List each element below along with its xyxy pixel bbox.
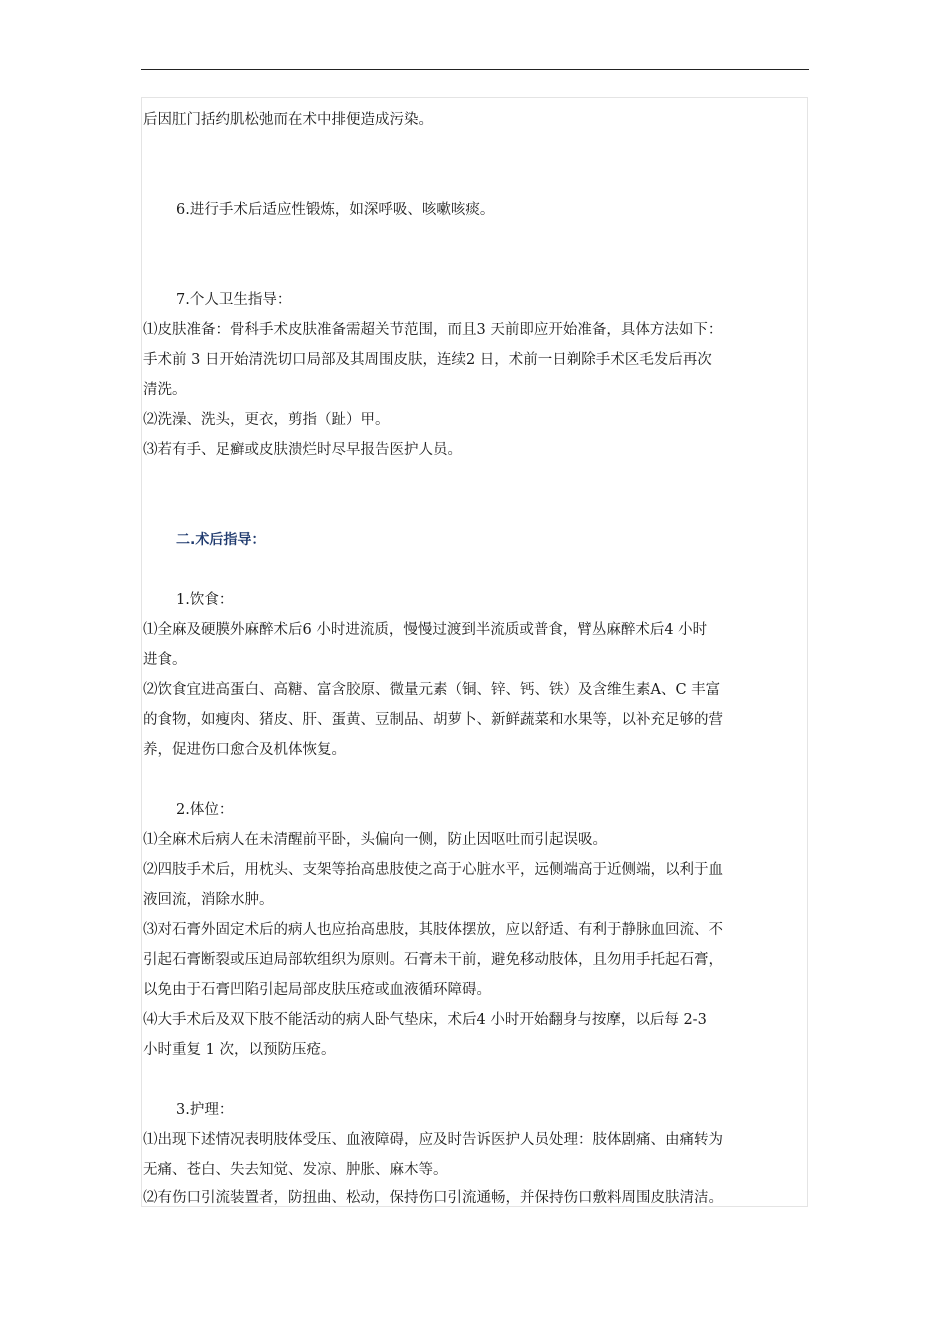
paragraph-line: ⑷大手术后及双下肢不能活动的病人卧气垫床，术后4 小时开始翻身与按摩，以后每 2-3 [143, 1012, 707, 1028]
item-6: 6.进行手术后适应性锻炼，如深呼吸、咳嗽咳痰。 [176, 202, 495, 218]
paragraph-line: 进食。 [143, 652, 187, 668]
paragraph-line: 养，促进伤口愈合及机体恢复。 [143, 742, 346, 758]
paragraph-line: 液回流，消除水肿。 [143, 892, 274, 908]
paragraph-line: ⑶若有手、足癣或皮肤溃烂时尽早报告医护人员。 [143, 442, 462, 458]
paragraph-line: ⑴皮肤准备：骨科手术皮肤准备需超关节范围，而且3 天前即应开始准备，具体方法如下： [143, 322, 723, 338]
paragraph-line: ⑴全麻及硬膜外麻醉术后6 小时进流质，慢慢过渡到半流质或普食，臂丛麻醉术后4 小时 [143, 622, 708, 638]
paragraph-line: ⑵四肢手术后，用枕头、支架等抬高患肢使之高于心脏水平，远侧端高于近侧端，以利于血 [143, 862, 723, 878]
paragraph-line: ⑴出现下述情况表明肢体受压、血液障碍，应及时告诉医护人员处理：肢体剧痛、由痛转为 [143, 1132, 723, 1148]
paragraph-line: 无痛、苍白、失去知觉、发凉、肿胀、麻木等。 [143, 1162, 448, 1178]
paragraph-line: ⑵洗澡、洗头，更衣，剪指（趾）甲。 [143, 412, 390, 428]
paragraph-line: ⑵有伤口引流装置者，防扭曲、松动，保持伤口引流通畅，并保持伤口敷料周围皮肤清洁。 [143, 1190, 723, 1206]
paragraph-line: 手术前 3 日开始清洗切口局部及其周围皮肤，连续2 日，术前一日剃除手术区毛发后再次 [143, 352, 712, 368]
item-7-title: 7.个人卫生指导： [176, 292, 292, 308]
section-heading-postop: 二.术后指导： [176, 532, 266, 548]
header-rule [141, 69, 809, 70]
paragraph-line: ⑶对石膏外固定术后的病人也应抬高患肢，其肢体摆放，应以舒适、有利于静脉血回流、不 [143, 922, 723, 938]
paragraph-line: ⑵饮食宜进高蛋白、高糖、富含胶原、微量元素（铜、锌、钙、铁）及含维生素A、C 丰富 [143, 682, 721, 698]
paragraph-line: 引起石膏断裂或压迫局部软组织为原则。石膏未干前，避免移动肢体，且勿用手托起石膏， [143, 952, 723, 968]
paragraph-line: 清洗。 [143, 382, 187, 398]
paragraph-line: 的食物，如瘦肉、猪皮、肝、蛋黄、豆制品、胡萝卜、新鲜蔬菜和水果等，以补充足够的营 [143, 712, 723, 728]
paragraph-line: 后因肛门括约肌松弛而在术中排便造成污染。 [143, 112, 433, 128]
subsection-diet: 1.饮食： [176, 592, 234, 608]
subsection-position: 2.体位： [176, 802, 234, 818]
paragraph-line: ⑴全麻术后病人在未清醒前平卧，头偏向一侧，防止因呕吐而引起误吸。 [143, 832, 607, 848]
subsection-nursing: 3.护理： [176, 1102, 234, 1118]
paragraph-line: 以免由于石膏凹陷引起局部皮肤压疮或血液循环障碍。 [143, 982, 491, 998]
paragraph-line: 小时重复 1 次，以预防压疮。 [143, 1042, 336, 1058]
